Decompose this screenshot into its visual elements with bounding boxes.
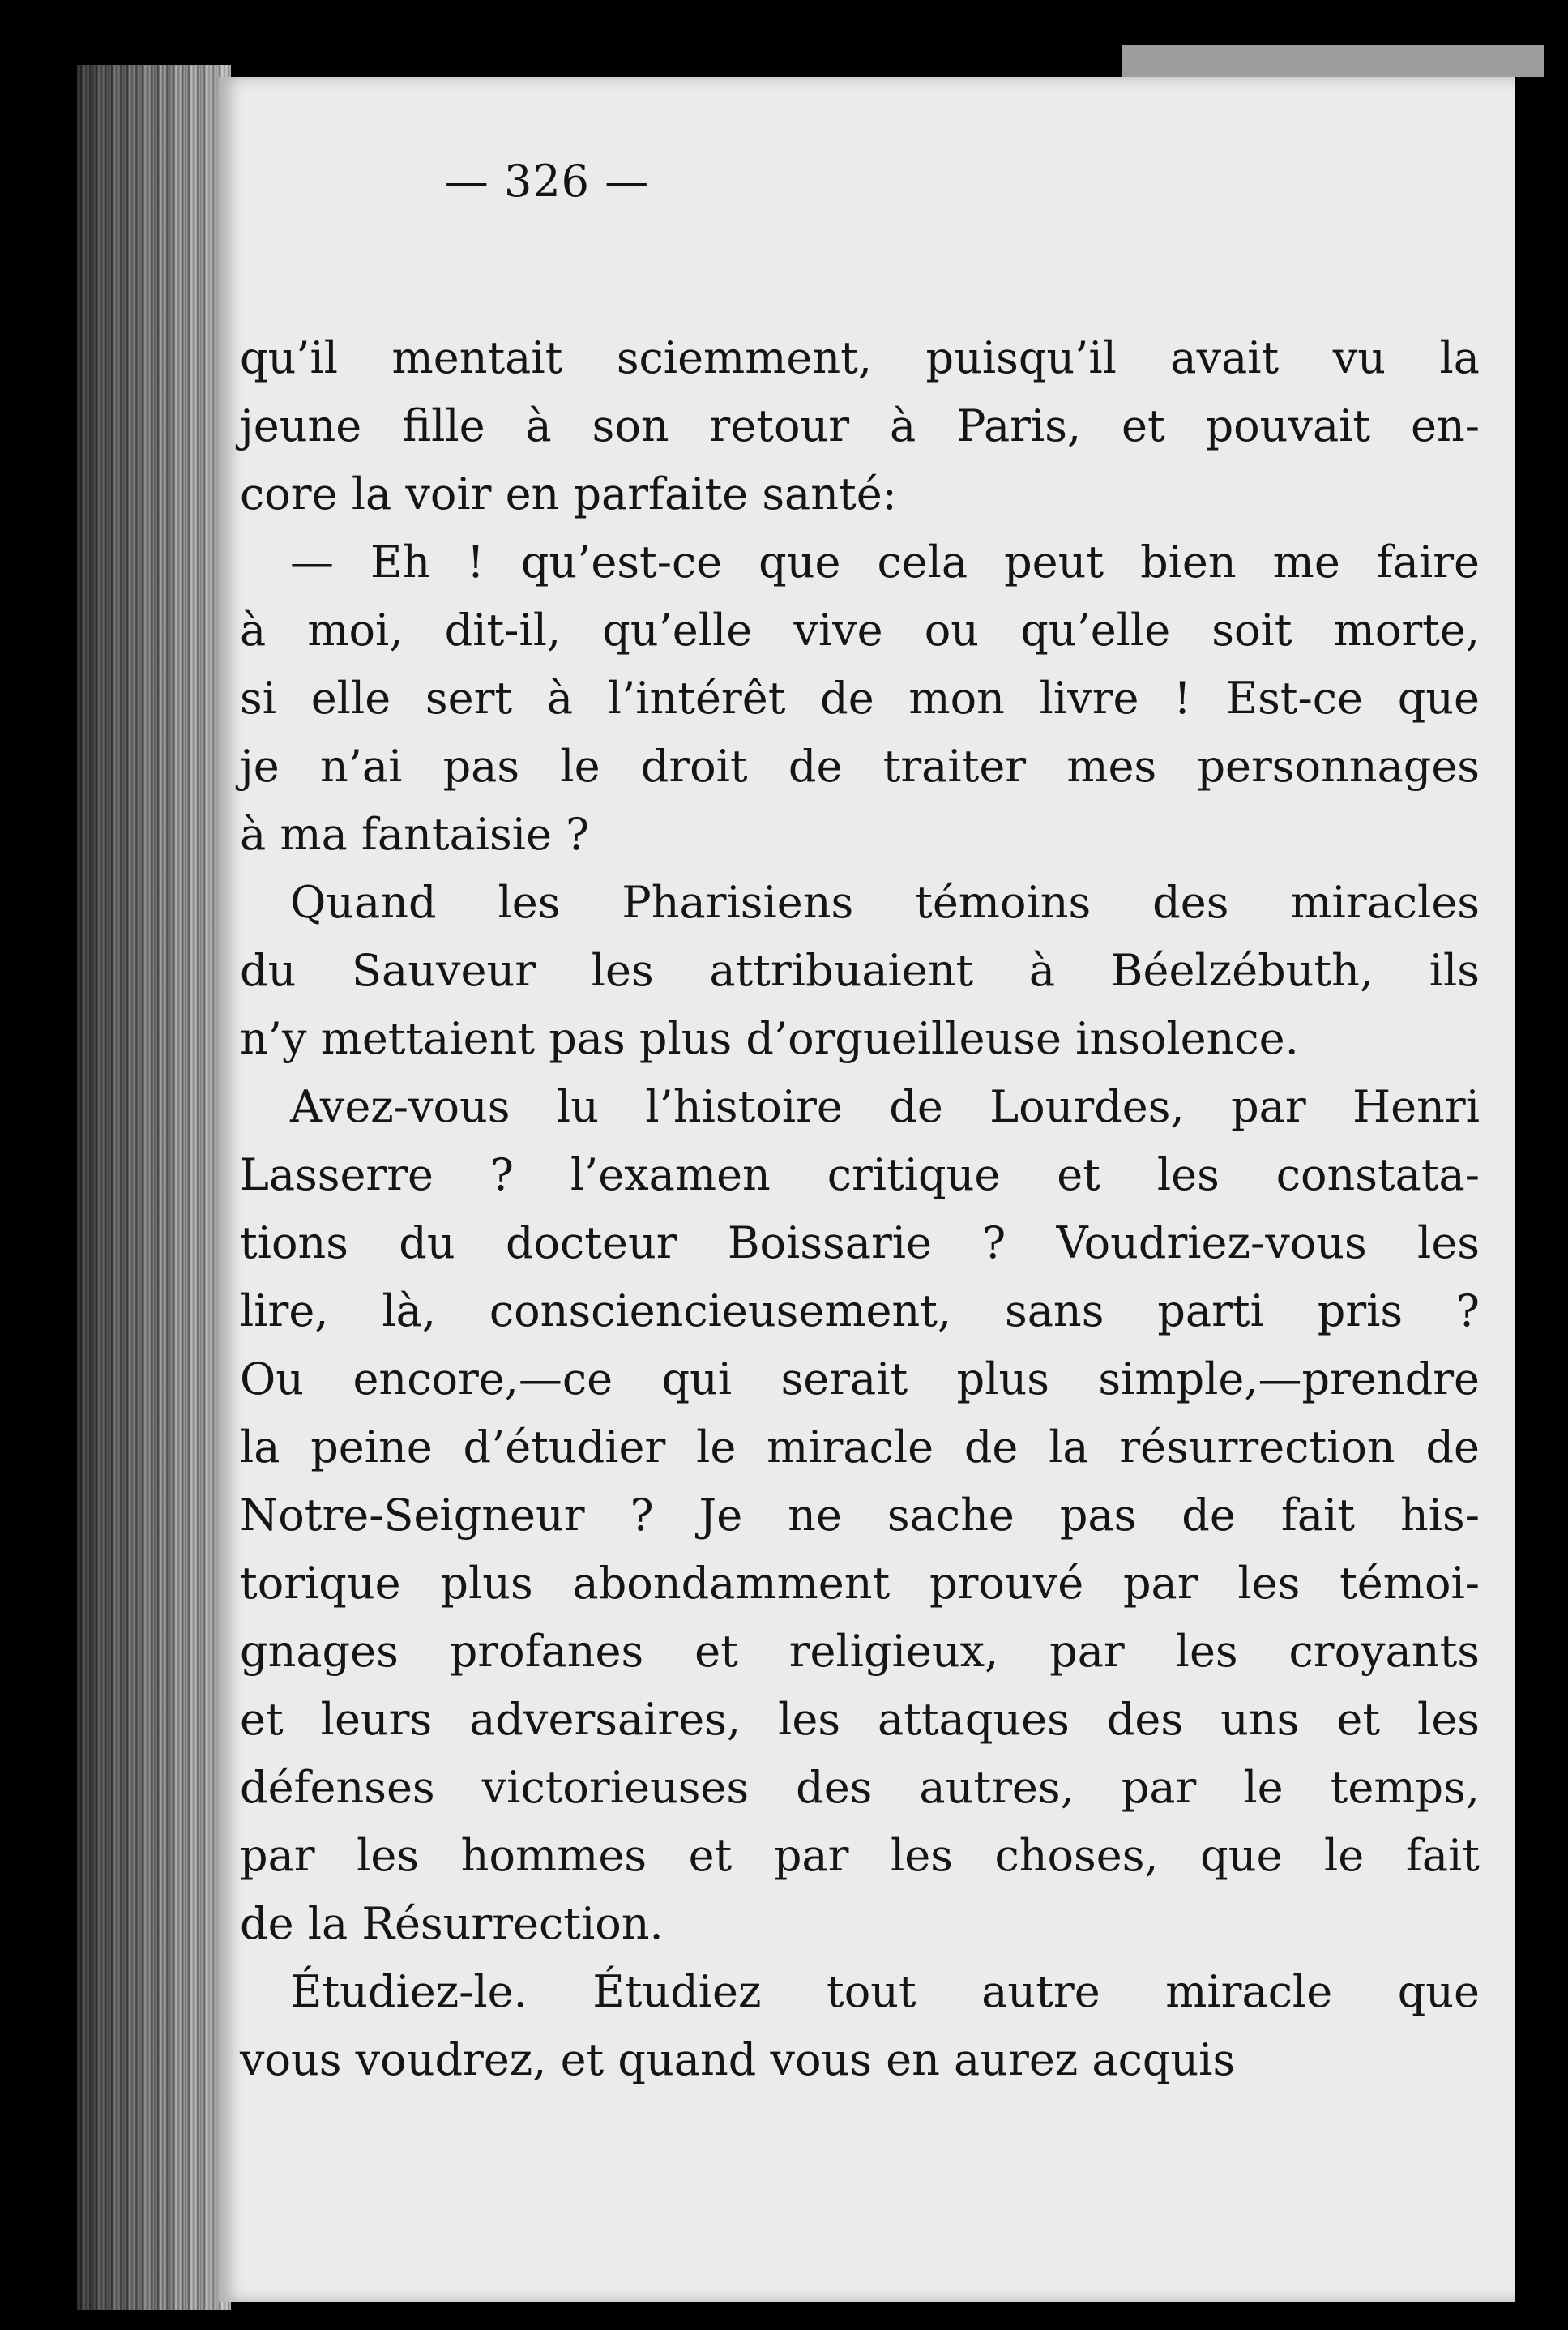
scan-border-strip [1122, 45, 1544, 77]
page-number: — 326 — [444, 156, 650, 207]
text-line: la peine d’étudier le miracle de la résurrection de [240, 1422, 1480, 1473]
text-line: — Eh ! qu’est-ce que cela peut bien me faire [290, 537, 1480, 588]
text-line: torique plus abondamment prouvé par les témoi- [240, 1558, 1480, 1609]
text-line: je n’ai pas le droit de traiter mes personnages [240, 741, 1480, 792]
text-line: à ma fantaisie ? [240, 809, 590, 860]
text-line: et leurs adversaires, les attaques des uns et les [240, 1694, 1480, 1745]
text-line: à moi, dit-il, qu’elle vive ou qu’elle soit morte, [240, 605, 1480, 656]
text-line: n’y mettaient pas plus d’orgueilleuse insolence. [240, 1013, 1299, 1064]
text-line: Lasserre ? l’examen critique et les constata- [240, 1149, 1480, 1200]
text-line: Quand les Pharisiens témoins des miracles [290, 877, 1480, 928]
body-text [240, 324, 1504, 2094]
text-line: de la Résurrection. [240, 1898, 664, 1949]
text-line: vous voudrez, et quand vous en aurez acquis [240, 2034, 1236, 2085]
book-page-edges [77, 65, 231, 2310]
text-line: par les hommes et par les choses, que le fait [240, 1830, 1480, 1881]
text-line: lire, là, consciencieusement, sans parti pris ? [240, 1285, 1480, 1336]
text-line: Ou encore,—ce qui serait plus simple,—prendre [240, 1353, 1480, 1404]
text-line: Notre-Seigneur ? Je ne sache pas de fait his- [240, 1490, 1480, 1541]
text-line: jeune fille à son retour à Paris, et pouvait en- [240, 400, 1480, 451]
text-line: si elle sert à l’intérêt de mon livre ! Est-ce que [240, 673, 1480, 724]
text-line: gnages profanes et religieux, par les croyants [240, 1626, 1480, 1677]
text-line: core la voir en parfaite santé: [240, 468, 897, 519]
text-line: Avez-vous lu l’histoire de Lourdes, par Henri [290, 1081, 1480, 1132]
text-line: du Sauveur les attribuaient à Béelzébuth, ils [240, 945, 1480, 996]
text-line: Étudiez-le. Étudiez tout autre miracle que [290, 1966, 1480, 2017]
text-line: défenses victorieuses des autres, par le temps, [240, 1762, 1480, 1813]
text-line: qu’il mentait sciemment, puisqu’il avait vu la [240, 332, 1480, 383]
text-line: tions du docteur Boissarie ? Voudriez-vous les [240, 1217, 1480, 1268]
